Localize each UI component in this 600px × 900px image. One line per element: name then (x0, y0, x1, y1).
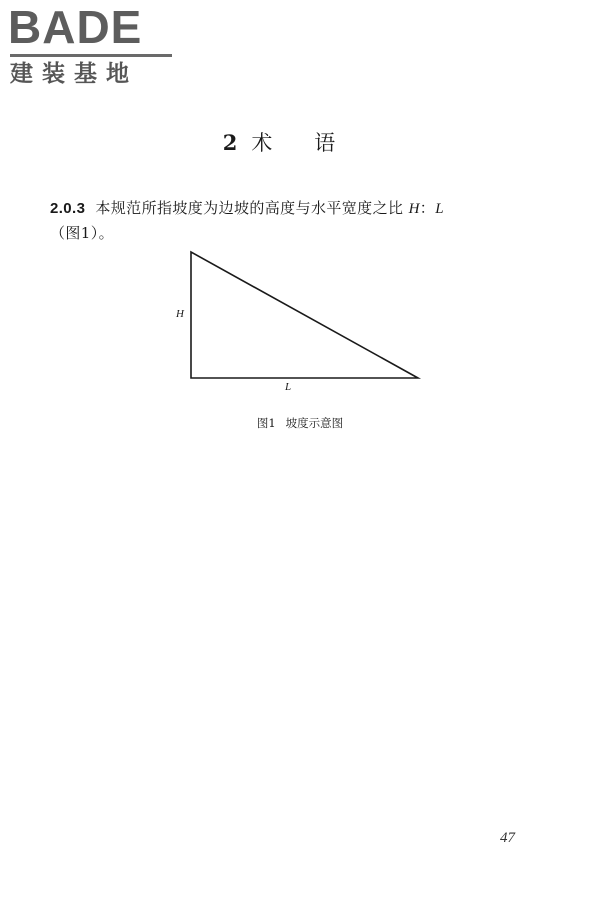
height-label: H (176, 308, 184, 320)
page-number: 47 (500, 830, 515, 846)
ratio-separator: ： (419, 199, 436, 217)
ratio-width-symbol: L (435, 201, 444, 217)
caption-number: 图1 (256, 416, 276, 430)
slope-diagram (160, 245, 440, 405)
logo-divider (10, 54, 172, 57)
figure-reference: （图1）。 (50, 224, 115, 242)
figure-caption (0, 415, 600, 431)
logo-chinese-name: 建装基地 (10, 61, 138, 87)
clause-text: 本规范所指坡度为边坡的高度与水平宽度之比 (95, 199, 404, 217)
ratio-height-symbol: H (408, 201, 420, 217)
caption-text: 坡度示意图 (285, 416, 344, 430)
chapter-number: 2 (222, 130, 238, 155)
chapter-title: 术语 (251, 131, 378, 155)
width-label: L (285, 381, 292, 393)
bade-logo (6, 1, 176, 90)
clause-number: 2.0.3 (50, 200, 86, 217)
logo-wordmark: BADE (8, 1, 143, 53)
slope-triangle (191, 252, 418, 378)
clause-paragraph (50, 196, 550, 245)
chapter-heading (0, 128, 600, 158)
